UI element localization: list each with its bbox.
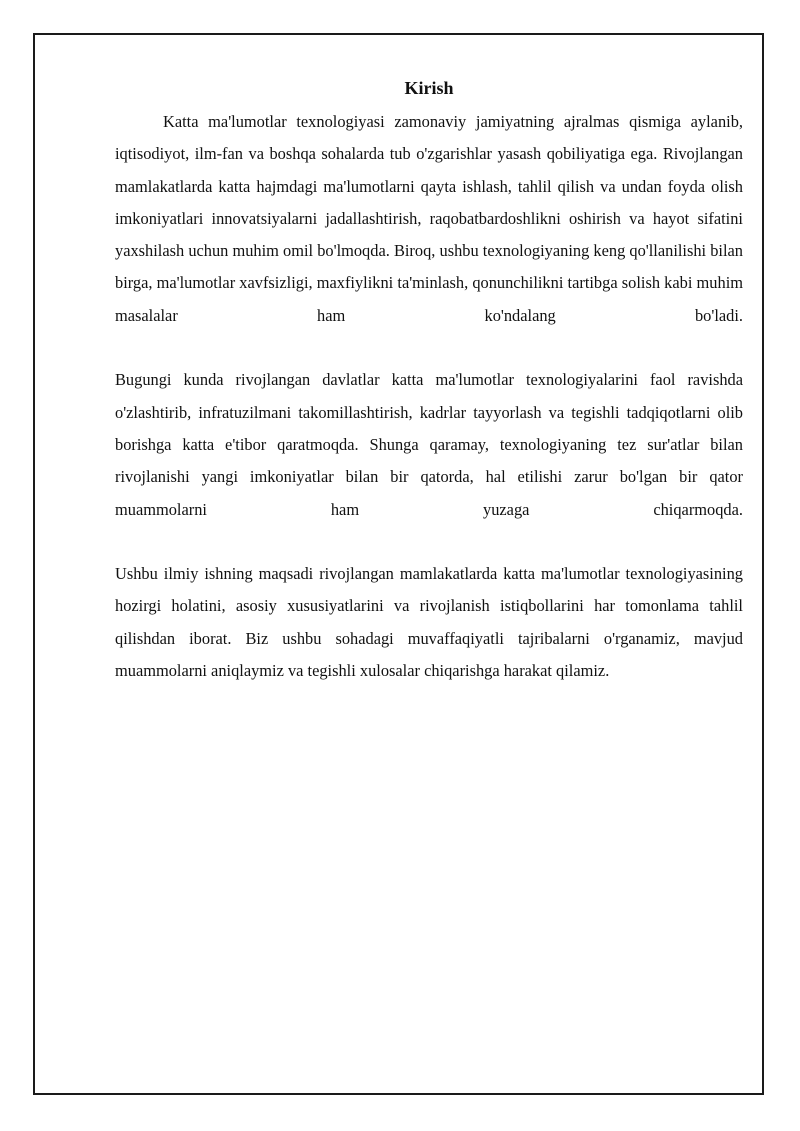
paragraph-1: Katta ma'lumotlar texnologiyasi zamonaviy jamiyatning ajralmas qismiga aylanib, iqtisodiyot, ilm-fan va boshqa sohalarda tub o'zgarishlar yasash qobiliyatiga ega. Rivojlangan mamlakatlarda katta hajmdagi ma'lumotlarni qayta ishlash, tahlil qilish va undan foyda olish imkoniyatlari innovatsiyalarni jadallashtirish, raqobatbardoshlikni oshirish va hayot sifatini yaxshilash uchun muhim omil bo'lmoqda. Biroq, ushbu texnologiyaning keng qo'llanilishi bilan birga, ma'lumotlar xavfsizligi, maxfiylikni ta'minlash, qonunchilikni tartibga solish kabi muhim masalalar ham ko'ndalang bo'ladi.	[115, 112, 743, 325]
paragraph-gap	[115, 526, 743, 558]
document-body	[115, 76, 743, 687]
paragraph-2: Bugungi kunda rivojlangan davlatlar katta ma'lumotlar texnologiyalarini faol ravishda o'zlashtirib, infratuzilmani takomillashtirish, kadrlar tayyorlash va tegishli tadqiqotlarni olib borishga katta e'tibor qaratmoqda. Shunga qaramay, texnologiyaning tez sur'atlar bilan rivojlanishi yangi imkoniyatlar bilan bir qatorda, hal etilishi zarur bo'lgan bir qator muammolarni ham yuzaga chiqarmoqda.	[115, 370, 743, 519]
paragraph-3: Ushbu ilmiy ishning maqsadi rivojlangan mamlakatlarda katta ma'lumotlar texnologiyasining hozirgi holatini, asosiy xususiyatlarini va rivojlanish istiqbollarini har tomonlama tahlil qilishdan iborat. Biz ushbu sohadagi muvaffaqiyatli tajribalarni o'rganamiz, mavjud muammolarni aniqlaymiz va tegishli xulosalar chiqarishga harakat qilamiz.	[115, 564, 743, 681]
paragraph-gap	[115, 332, 743, 364]
page-title: Kirish	[404, 78, 454, 98]
